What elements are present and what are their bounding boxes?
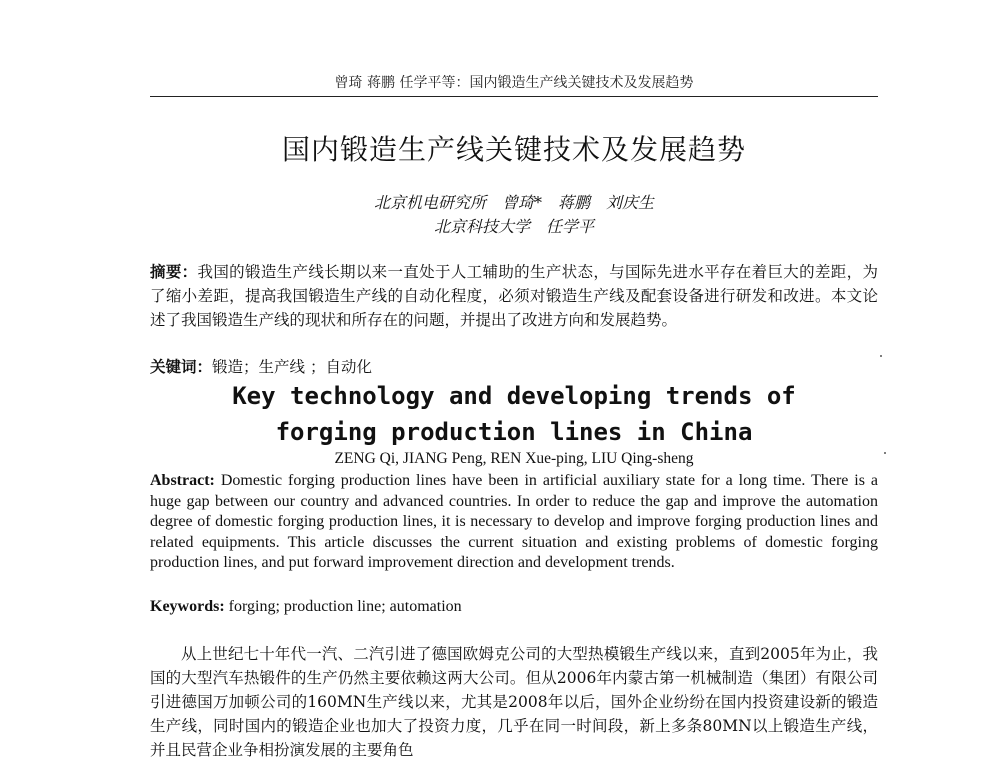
english-abstract-text: Domestic forging production lines have been in artificial auxiliary state for a long time. There is a huge gap between our country and advanced countries. In order to reduce the gap and improve the automation degree of domestic forging production lines, it is necessary to develop and improve forging production lines and related equipments. This article discusses the current situation and existing problems of domestic forging production lines, and put forward improvement direction and development trends. (150, 472, 879, 571)
english-abstract-label: Abstract: (150, 472, 215, 489)
chinese-abstract (150, 260, 878, 332)
scan-speck (880, 355, 882, 357)
english-abstract (150, 471, 878, 574)
header-rule (150, 96, 878, 97)
english-authors: ZENG Qi, JIANG Peng, REN Xue-ping, LIU Qing-sheng (334, 450, 694, 467)
running-head: 曾琦 蒋鹏 任学平等：国内锻造生产线关键技术及发展趋势 (334, 75, 694, 91)
body-paragraph: 从上世纪七十年代一汽、二汽引进了德国欧姆克公司的大型热模锻生产线以来，直到2005年为止，我国的大型汽车热锻件的生产仍然主要依赖这两大公司。但从2006年内蒙古第一机械制造（集团）有限公司引进德国万加顿公司的160MN生产线以来，尤其是2008年以后，国外企业纷纷在国内投资建设新的锻造生产线，同时国内的锻造企业也加大了投资力度，几乎在同一时间段，新上多条80MN以上锻造生产线，并且民营企业争相扮演发展的主要角色 (150, 645, 878, 759)
english-keywords-label: Keywords: (150, 598, 225, 615)
chinese-authors-line-2: 北京科技大学 任学平 (433, 217, 594, 236)
chinese-title: 国内锻造生产线关键技术及发展趋势 (281, 133, 746, 166)
english-title-line-2: forging production lines in China (275, 418, 753, 446)
chinese-authors-line-1: 北京机电研究所 曾琦* 蒋鹏 刘庆生 (373, 193, 654, 212)
chinese-keywords (150, 356, 878, 378)
english-title-line-1: Key technology and developing trends of (232, 382, 796, 410)
scan-speck (884, 452, 886, 454)
chinese-abstract-text: 我国的锻造生产线长期以来一直处于人工辅助的生产状态，与国际先进水平存在着巨大的差距，为了缩小差距，提高我国锻造生产线的自动化程度，必须对锻造生产线及配套设备进行研发和改进。本文论述了我国锻造生产线的现状和所存在的问题，并提出了改进方向和发展趋势。 (150, 263, 878, 329)
chinese-keywords-label: 关键词： (150, 358, 213, 376)
chinese-abstract-label: 摘要： (150, 263, 198, 281)
chinese-keywords-text: 锻造；生产线 ；自动化 (212, 358, 372, 376)
english-keywords-text: forging; production line; automation (228, 598, 462, 615)
english-keywords (150, 597, 878, 617)
